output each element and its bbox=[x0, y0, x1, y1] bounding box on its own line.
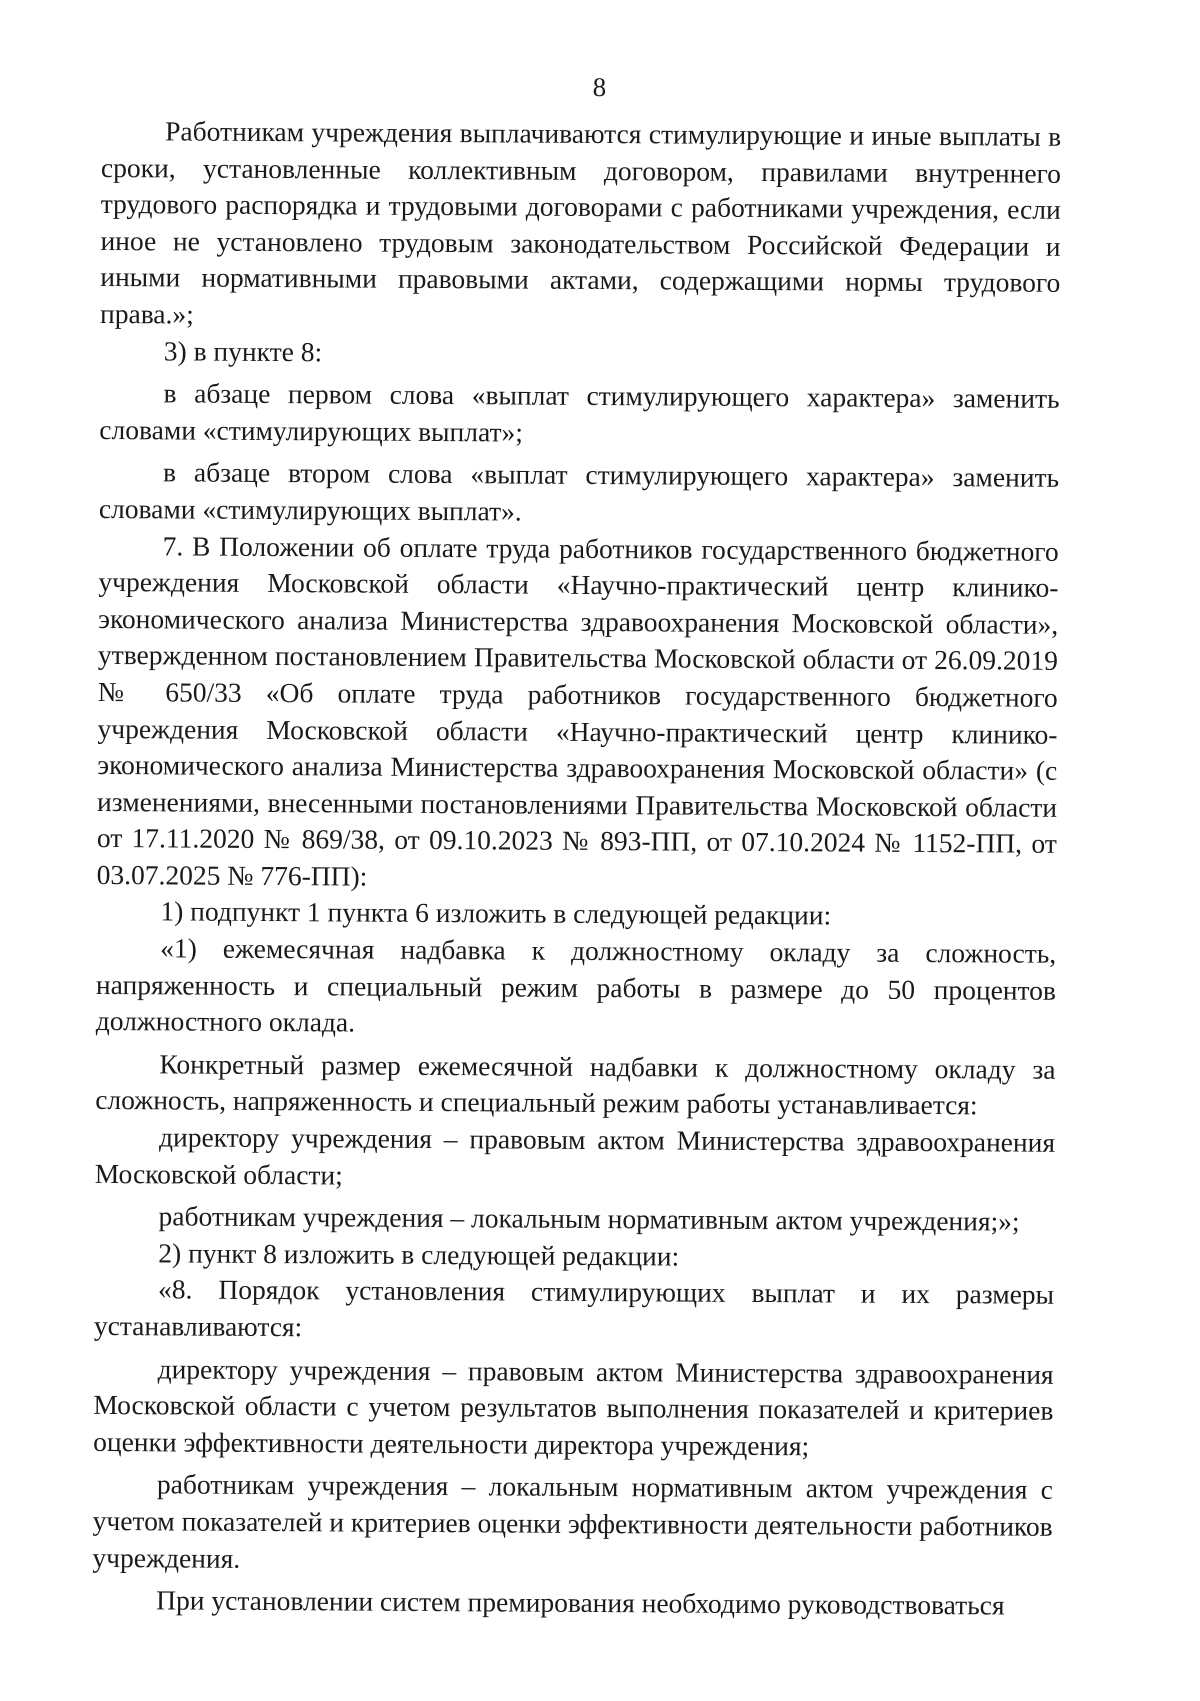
document-body bbox=[92, 113, 1061, 1625]
paragraph-item-7-regulation: 7. В Положении об оплате труда работников государственного бюджетного учреждения Московской области «Научно-практический центр клинико-экономического анализа Министерства здравоохранения Московской области», утвержденном постановлением Правительства Московской области от 26.09.2019 № 650/33 «Об оплате труда работников государственного бюджетного учреждения Московской области «Научно-практический центр клинико-экономического анализа Министерства здравоохранения Московской области» (с изменениями, внесенными постановлениями Правительства Московской области от 17.11.2020 № 869/38, от 09.10.2023 № 893-ПП, от 07.10.2024 № 1152-ПП, от 03.07.2025 № 776-ПП): bbox=[96, 529, 1059, 892]
paragraph-payment-terms: Работникам учреждения выплачиваются стимулирующие и иные выплаты в сроки, установленные коллективным договором, правилами внутреннего трудового распорядка и трудовыми договорами с работниками учреждения, если иное не установлено трудовым законодательством Российской Федерации и иными нормативными правовыми актами, содержащими нормы трудового права.»; bbox=[99, 115, 1062, 330]
paragraph-second-indent-replacement: в абзаце втором слова «выплат стимулирующего характера» заменить словами «стимулирующих выплат». bbox=[98, 456, 1060, 527]
paragraph-director-act: директору учреждения – правовым актом Министерства здравоохранения Московской области; bbox=[94, 1121, 1056, 1191]
paragraph-subitem-1: 1) подпункт 1 пункта 6 изложить в следующей редакции: bbox=[160, 895, 832, 931]
paragraph-first-indent-replacement: в абзаце первом слова «выплат стимулирующего характера» заменить словами «стимулирующих выплат»; bbox=[99, 377, 1060, 448]
paragraph-bonus-systems: При установлении систем премирования необходимо руководствоваться bbox=[156, 1584, 1005, 1621]
paragraph-employees-criteria: работникам учреждения – локальным нормативным актом учреждения с учетом показателей и критериев оценки эффективности деятельности работников учреждения. bbox=[92, 1468, 1054, 1574]
page-number: 8 bbox=[592, 71, 607, 103]
paragraph-item-8-edit: 2) пункт 8 изложить в следующей редакции: bbox=[158, 1237, 680, 1272]
paragraph-director-criteria: директору учреждения – правовым актом Министерства здравоохранения Московской области с учетом результатов выполнения показателей и критериев оценки эффективности деятельности директора учреждения; bbox=[93, 1352, 1054, 1462]
paragraph-bonus-amount: Конкретный размер ежемесячной надбавки к должностному окладу за сложность, напряженность и специальный режим работы устанавливается: bbox=[95, 1048, 1056, 1121]
paragraph-employees-act: работникам учреждения – локальным нормативным актом учреждения;»; bbox=[158, 1200, 1020, 1237]
paragraph-item-3: 3) в пункте 8: bbox=[163, 334, 323, 367]
paragraph-monthly-bonus: «1) ежемесячная надбавка к должностному окладу за сложность, напряженность и специальный режим работы в размере до 50 процентов должностного оклада. bbox=[95, 932, 1057, 1038]
paragraph-procedure: «8. Порядок установления стимулирующих выплат и их размеры устанавливаются: bbox=[93, 1273, 1055, 1343]
